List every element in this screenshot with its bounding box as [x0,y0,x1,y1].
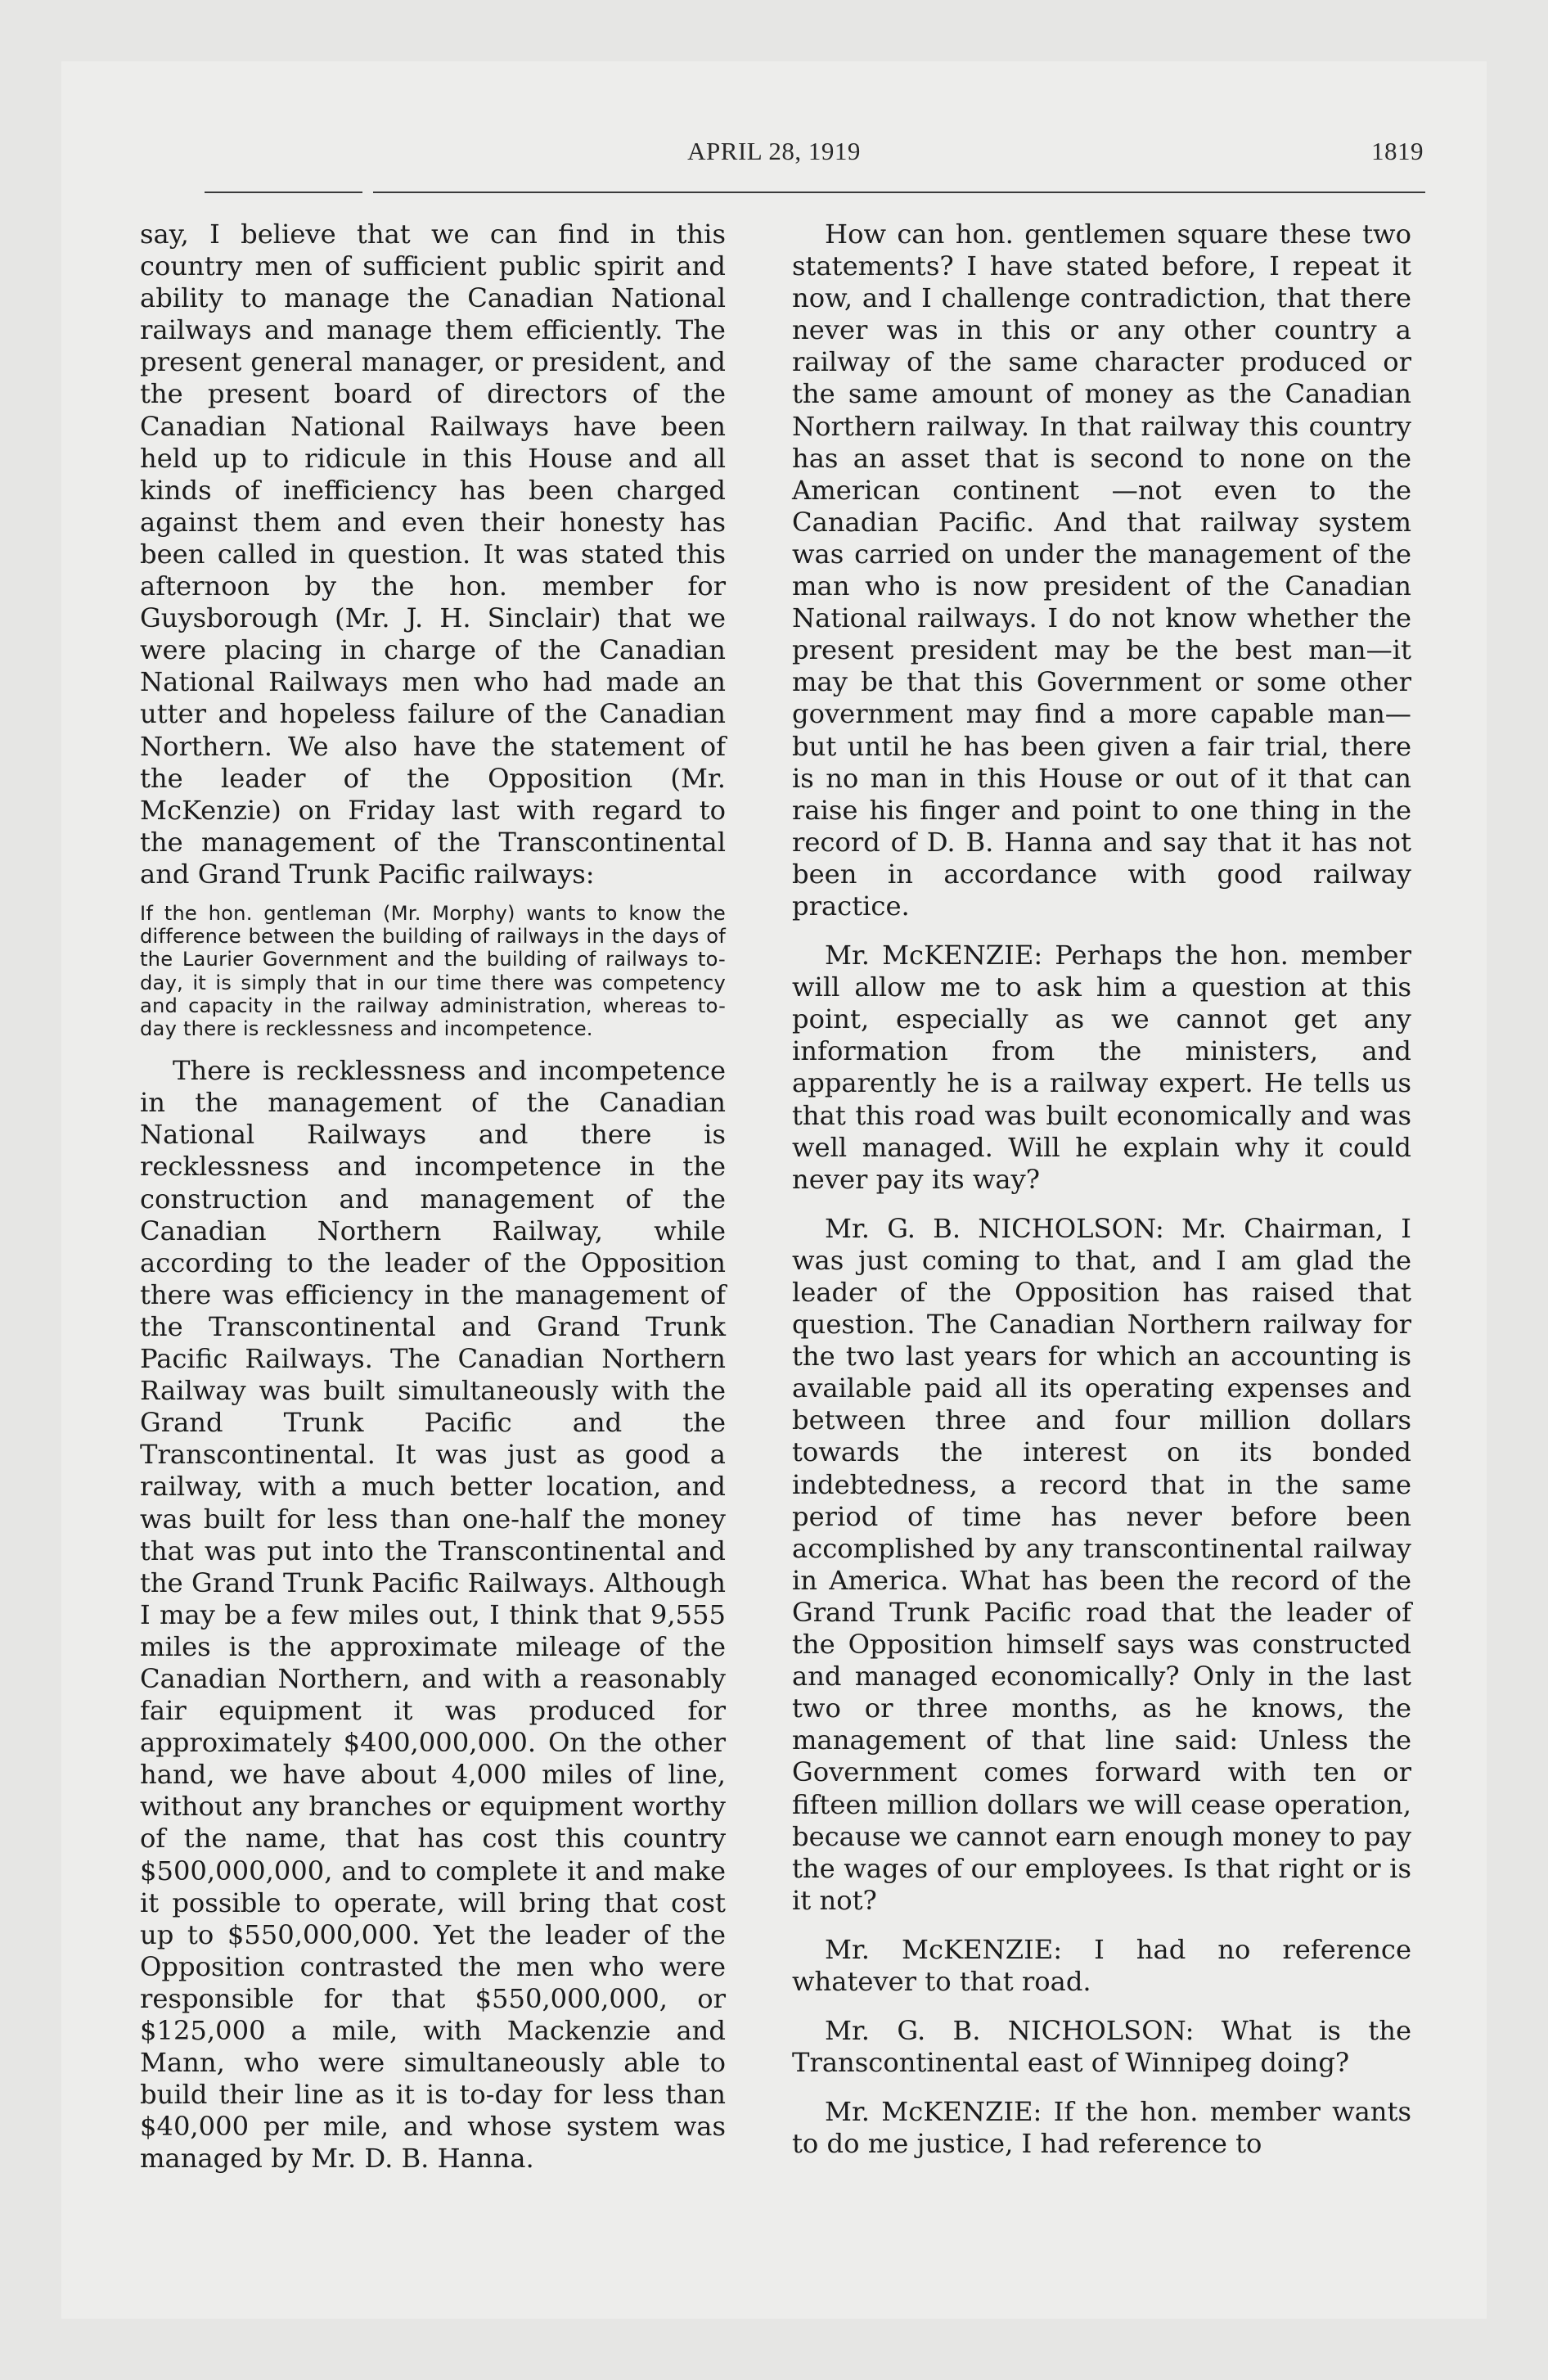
right-paragraph-4: Mr. McKENZIE: I had no reference whatever to that road. [792,1933,1411,1997]
left-paragraph-1: say, I believe that we can find in this country men of sufficient public spirit and ability to manage the Canadian National railways and manage them efficiently. The present general manager, or president, and the present board of directors of the Canadian National Railways have been held up to ridicule in this House and all kinds of inefficiency has been charged against them and even their honesty has been called in question. It was stated this afternoon by the hon. member for Guysborough (Mr. J. H. Sinclair) that we were placing in charge of the Canadian National Railways men who had made an utter and hopeless failure of the Canadian Northern. We also have the statement of the leader of the Opposition (Mr. McKenzie) on Friday last with regard to the management of the Transcontinental and Grand Trunk Pacific railways: [140,219,726,890]
left-paragraph-2: There is recklessness and incompetence in the management of the Canadian National Railways and there is recklessness and incompetence in the construction and management of the Canadian Northern Railway, while according to the leader of the Opposition there was efficiency in the management of the Transcontinental and Grand Trunk Pacific Railways. The Canadian Northern Railway was built simultaneously with the Grand Trunk Pacific and the Transcontinental. It was just as good a railway, with a much better location, and was built for less than one-half the money that was put into the Transcontinental and the Grand Trunk Pacific Railways. Although I may be a few miles out, I think that 9,555 miles is the approximate mileage of the Canadian Northern, and with a reasonably fair equipment it was produced for approximately $400,000,000. On the other hand, we have about 4,000 miles of line, without any branches or equipment worthy of the name, that has cost this country $500,000,000, and to complete it and make it possible to operate, will bring that cost up to $550,000,000. Yet the leader of the Opposition contrasted the men who were responsible for that $550,000,000, or $125,000 a mile, with Mackenzie and Mann, who were simultaneously able to build their line as it is to-day for less than $40,000 per mile, and whose system was managed by Mr. D. B. Hanna. [140,1055,726,2175]
page-header [61,137,1487,178]
header-rule-left [205,192,362,193]
document-page [61,61,1487,2319]
left-column [140,219,726,2175]
right-column [792,219,1411,2160]
right-paragraph-5: Mr. G. B. NICHOLSON: What is the Transcontinental east of Winnipeg doing? [792,2015,1411,2079]
right-paragraph-2: Mr. McKENZIE: Perhaps the hon. member will allow me to ask him a question at this point, especially as we cannot get any information from the ministers, and apparently he is a railway expert. He tells us that this road was built economically and was well managed. Will he explain why it could never pay its way? [792,940,1411,1195]
page-number: 1819 [1371,137,1424,165]
header-rule-right [373,192,1425,193]
right-paragraph-1: How can hon. gentlemen square these two statements? I have stated before, I repeat it now, and I challenge contradiction, that there never was in this or any other country a railway of the same character produced or the same amount of money as the Canadian Northern railway. In that railway this country has an asset that is second to none on the American continent —not even to the Canadian Pacific. And that railway system was carried on under the management of the man who is now president of the Canadian National railways. I do not know whether the present president may be the best man—it may be that this Government or some other government may find a more capable man—but until he has been given a fair trial, there is no man in this House or out of it that can raise his finger and point to one thing in the record of D. B. Hanna and say that it has not been in accordance with good railway practice. [792,219,1411,922]
right-paragraph-6: Mr. McKENZIE: If the hon. member wants to do me justice, I had reference to [792,2096,1411,2160]
block-quote: If the hon. gentleman (Mr. Morphy) wants to know the difference between the building of railways in the days of the Laurier Government and the building of railways to-day, it is simply that in our time there was competency and capacity in the railway administration, whereas to-day there is recklessness and incompetence. [140,901,726,1040]
header-date: APRIL 28, 1919 [687,137,861,165]
right-paragraph-3: Mr. G. B. NICHOLSON: Mr. Chairman, I was just coming to that, and I am glad the leader of the Opposition has raised that question. The Canadian Northern railway for the two last years for which an accounting is available paid all its operating expenses and between three and four million dollars towards the interest on its bonded indebtedness, a record that in the same period of time has never before been accomplished by any transcontinental railway in America. What has been the record of the Grand Trunk Pacific road that the leader of the Opposition himself says was constructed and managed economically? Only in the last two or three months, as he knows, the management of that line said: Unless the Government comes forward with ten or fifteen million dollars we will cease operation, because we cannot earn enough money to pay the wages of our employees. Is that right or is it not? [792,1212,1411,1916]
